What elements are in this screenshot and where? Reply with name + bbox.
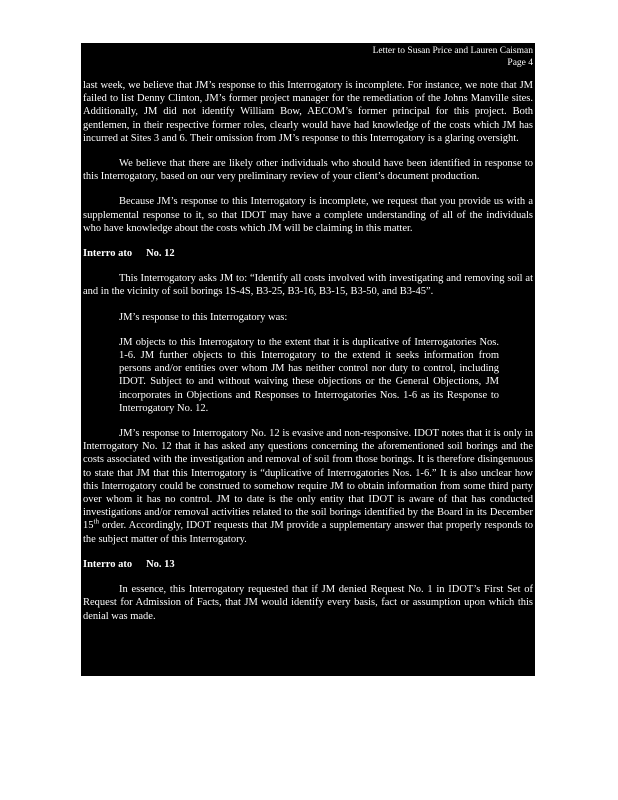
letter-header <box>83 45 533 69</box>
heading-12-label: Interro atо <box>83 248 133 260</box>
heading-13-label: Interro atо <box>83 558 133 570</box>
heading-13-number: No. 13 <box>146 558 175 570</box>
heading-interrogatory-12 <box>83 247 533 260</box>
heading-12-number: No. 12 <box>146 248 175 260</box>
ordinal-suffix: th <box>93 517 99 526</box>
paragraph-7: In essence, this Interrogatory requested that if JM denied Request No. 1 in IDOT’s First Set of Request for Admission of Facts, that JM would identify every basis, fact or assumption upon which this denial was made. <box>83 584 533 622</box>
paragraph-3: Because JM’s response to this Interrogatory is incomplete, we request that you provide us with a supplemental response to it, so that IDOT may have a complete understanding of all of the individuals who have knowledge about the costs which JM will be claiming in this matter. <box>83 196 533 234</box>
paragraph-6-part-a: JM’s response to Interrogatory No. 12 is evasive and non-responsive. IDOT notes that it is only in Interrogatory No. 12 that it has asked any questions concerning the aforementioned soil borings and the costs associated with the investigation and removal of soil from those borings. It is therefore disingenuous to state that JM that this Interrogatory is “duplicative of Interrogatories Nos. 1-6.” It is also unclear how this Interrogatory could be construed to somehow require JM to obtain information from some third party over whom it has no control. JM to date is the only entity that IDOT is aware of that has conducted investigations and/or removal activities related to the soil borings identified by the Board in its December 15 <box>83 428 533 532</box>
header-recipients: Letter to Susan Price and Lauren Caisman <box>372 46 533 56</box>
paragraph-2: We believe that there are likely other individuals who should have been identified in response to this Interrogatory, based on our very preliminary review of your client’s document production. <box>83 158 533 183</box>
paragraph-6-part-b: order. Accordingly, IDOT requests that JM provide a supplementary answer that properly responds to the subject matter of this Interrogatory. <box>83 520 533 545</box>
paragraph-1: last week, we believe that JM’s response to this Interrogatory is incomplete. For instance, we note that JM failed to list Denny Clinton, JM’s former project manager for the remediation of the Johns Manville sites. Additionally, JM did not identify William Bow, AECOM’s former principal for this project. Both gentlemen, in their respective former roles, clearly would have had knowledge of the costs which JM has incurred at Sites 3 and 6. Their omission from JM’s response to this Interrogatory is a glaring oversight. <box>83 80 533 144</box>
paragraph-6 <box>83 427 533 546</box>
header-page-number: Page 4 <box>507 58 533 68</box>
paragraph-5: JM’s response to this Interrogatory was: <box>119 311 288 323</box>
heading-interrogatory-13 <box>83 558 533 571</box>
block-quote: JM objects to this Interrogatory to the extent that it is duplicative of Interrogatories Nos. 1-6. JM further objects to this Interrogatory to the extend it seeks information from persons and/or entities over whom JM has neither control nor duty to control, including IDOT. Subject to and without waiving these objections or the General Objections, JM incorporates in Objections and Responses to Interrogatories Nos. 1-6 as its Response to Interrogatory No. 12. <box>119 336 499 414</box>
document-page <box>81 43 535 676</box>
paragraph-4: This Interrogatory asks JM to: “Identify all costs involved with investigating and removing soil at and in the vicinity of soil borings 1S-4S, B3-25, B3-16, B3-15, B3-50, and B3-45”. <box>83 273 533 298</box>
